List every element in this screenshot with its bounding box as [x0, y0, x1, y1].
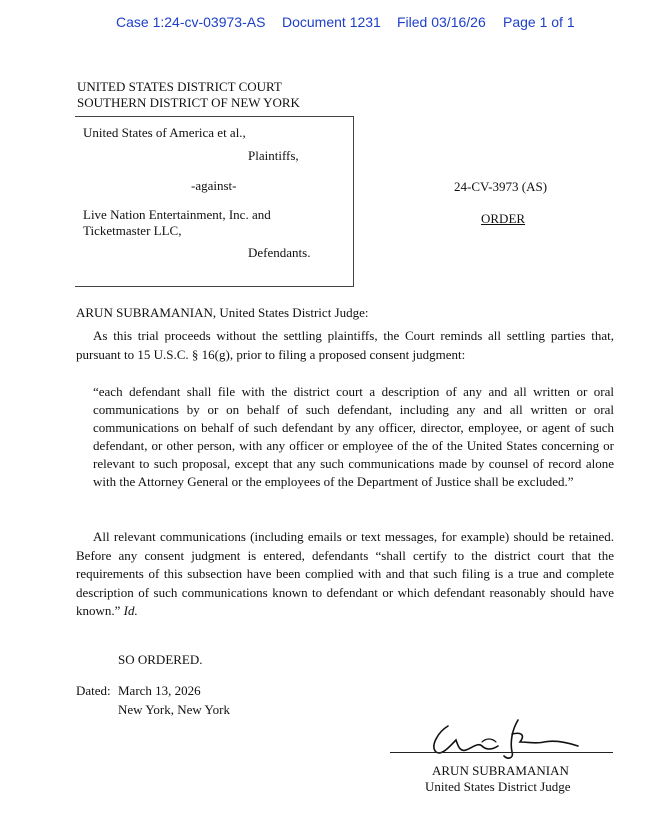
citation-id: Id.	[123, 603, 138, 618]
dated-label: Dated:	[76, 683, 111, 698]
order-paragraph-2	[76, 528, 614, 621]
judge-name: ARUN SUBRAMANIAN	[432, 763, 569, 778]
court-name-line1: UNITED STATES DISTRICT COURT	[77, 79, 282, 94]
order-location: New York, New York	[118, 702, 230, 717]
order-date: March 13, 2026	[118, 683, 201, 698]
plaintiff-role: Plaintiffs,	[248, 148, 299, 163]
court-name-line2: SOUTHERN DISTRICT OF NEW YORK	[77, 95, 300, 110]
ecf-case-number: Case 1:24-cv-03973-AS	[116, 14, 266, 30]
document-title: ORDER	[481, 211, 526, 226]
judge-signature-image	[420, 712, 590, 762]
defendant-name-line2: Ticketmaster LLC,	[83, 223, 182, 238]
order-paragraph-1: As this trial proceeds without the settling plaintiffs, the Court reminds all settling parties that, pursuant to 15 U.S.C. § 16(g), prior to filing a proposed consent judgment:	[76, 328, 614, 362]
judge-title: United States District Judge	[425, 779, 571, 794]
statute-quotation: “each defendant shall file with the district court a description of any and all written or oral communications by or on behalf of such defendant, including any and all written or oral communications on behalf of such defendant by any officer, director, employee, or agent of such defendant, or other person, with any officer or employee of the of the United States concerning or relevant to such proposal, except that any such communications made by counsel of record alone with the Attorney General or the employees of the Department of Justice shall be excluded.”	[93, 384, 614, 489]
order-paragraph-2-text: All relevant communications (including emails or text messages, for example) should be retained. Before any consent judgment is entered, defendants “shall certify to the district court that the requirements of this subsection have been complied with and that such filing is a true and complete description of such communications known to defendant or which defendant reasonably should have known.”	[76, 529, 614, 618]
signature-line	[390, 752, 613, 753]
defendant-name-line1: Live Nation Entertainment, Inc. and	[83, 207, 271, 222]
docket-number: 24-CV-3973 (AS)	[454, 179, 548, 194]
versus-label: -against-	[191, 178, 237, 193]
so-ordered: SO ORDERED.	[118, 652, 203, 667]
ecf-document-number: Document 1231	[282, 14, 381, 30]
judge-heading: ARUN SUBRAMANIAN, United States District Judge:	[76, 305, 369, 320]
defendant-role: Defendants.	[248, 245, 311, 260]
ecf-page-count: Page 1 of 1	[503, 14, 575, 30]
plaintiff-name: United States of America et al.,	[83, 125, 246, 140]
ecf-filed-date: Filed 03/16/26	[397, 14, 486, 30]
